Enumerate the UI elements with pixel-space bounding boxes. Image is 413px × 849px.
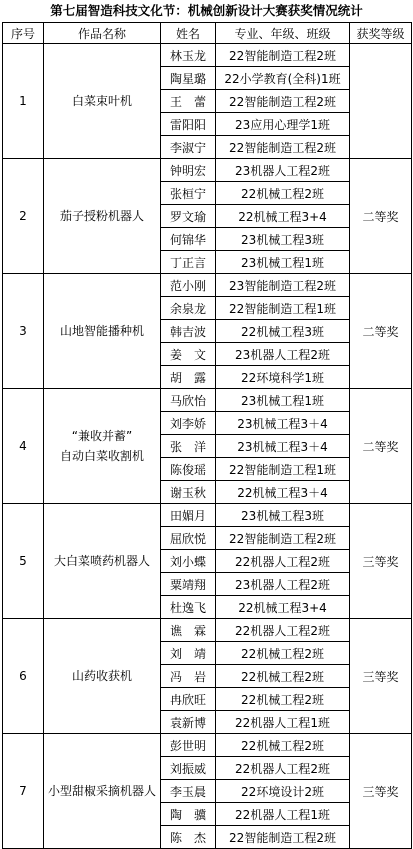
member-major: 22机械工程2班 — [216, 642, 350, 665]
member-major: 22智能制造工程2班 — [216, 527, 350, 550]
entry-number: 2 — [3, 159, 44, 274]
member-name: 李淑宁 — [161, 136, 216, 159]
member-name: 陈俊瑶 — [161, 458, 216, 481]
award-level: 二等奖 — [350, 389, 412, 504]
entry-number: 1 — [3, 44, 44, 159]
member-name: 田媚月 — [161, 504, 216, 527]
entry-number: 3 — [3, 274, 44, 389]
work-title-line: 白菜束叶机 — [71, 94, 132, 108]
member-name: 杜逸飞 — [161, 596, 216, 619]
member-name: 张 洋 — [161, 435, 216, 458]
member-major: 23机械工程1班 — [216, 389, 350, 412]
award-level: 二等奖 — [350, 274, 412, 389]
member-major: 22智能制造工程1班 — [216, 458, 350, 481]
table-row — [3, 619, 412, 642]
header-row — [3, 23, 412, 44]
member-name: 胡 露 — [161, 366, 216, 389]
member-name: 李玉晨 — [161, 780, 216, 803]
work-title-line: 自动白菜收割机 — [59, 449, 144, 463]
member-name: 张桓宁 — [161, 182, 216, 205]
work-title — [44, 159, 161, 274]
member-major: 22机械工程3+4 — [216, 205, 350, 228]
member-name: 谢玉秋 — [161, 481, 216, 504]
header-no: 序号 — [3, 23, 44, 44]
work-title — [44, 389, 161, 504]
member-major: 23机械工程1班 — [216, 251, 350, 274]
member-major: 22机器人工程1班 — [216, 803, 350, 826]
member-name: 陶 骥 — [161, 803, 216, 826]
member-name: 陈 杰 — [161, 826, 216, 849]
member-major: 22智能制造工程2班 — [216, 826, 350, 849]
entry-number: 7 — [3, 734, 44, 849]
member-name: 丁正言 — [161, 251, 216, 274]
award-level: 三等奖 — [350, 504, 412, 619]
member-name: 粟靖翔 — [161, 573, 216, 596]
member-name: 马欣怡 — [161, 389, 216, 412]
work-title — [44, 274, 161, 389]
member-major: 23机械工程3＋4 — [216, 412, 350, 435]
entry-number: 5 — [3, 504, 44, 619]
member-name: 罗文瑜 — [161, 205, 216, 228]
member-major: 23机械工程3班 — [216, 228, 350, 251]
entry-number: 4 — [3, 389, 44, 504]
header-level: 获奖等级 — [350, 23, 412, 44]
member-name: 钟明宏 — [161, 159, 216, 182]
member-name: 雷阳阳 — [161, 113, 216, 136]
member-name: 刘 靖 — [161, 642, 216, 665]
award-level: 二等奖 — [350, 159, 412, 274]
member-name: 王 蕾 — [161, 90, 216, 113]
member-name: 刘振威 — [161, 757, 216, 780]
member-name: 刘小蝶 — [161, 550, 216, 573]
member-major: 22机器人工程2班 — [216, 550, 350, 573]
member-major: 22智能制造工程1班 — [216, 297, 350, 320]
work-title — [44, 619, 161, 734]
award-table — [2, 22, 412, 849]
work-title-line: “兼收并蓄” — [71, 429, 133, 443]
award-level — [350, 44, 412, 159]
work-title-line: 茄子授粉机器人 — [59, 209, 144, 223]
table-row — [3, 504, 412, 527]
header-name: 姓名 — [161, 23, 216, 44]
member-name: 姜 文 — [161, 343, 216, 366]
member-name: 屈欣悦 — [161, 527, 216, 550]
table-row — [3, 44, 412, 67]
work-title — [44, 44, 161, 159]
member-major: 22机械工程3班 — [216, 320, 350, 343]
member-name: 余泉龙 — [161, 297, 216, 320]
work-title-line: 山地智能播种机 — [59, 324, 144, 338]
member-name: 韩吉波 — [161, 320, 216, 343]
table-row — [3, 734, 412, 757]
member-name: 袁新博 — [161, 711, 216, 734]
member-major: 23机器人工程2班 — [216, 159, 350, 182]
member-name: 冉欣旺 — [161, 688, 216, 711]
member-major: 22智能制造工程2班 — [216, 136, 350, 159]
entry-number: 6 — [3, 619, 44, 734]
member-major: 22智能制造工程2班 — [216, 44, 350, 67]
member-name: 谯 霖 — [161, 619, 216, 642]
member-major: 22机械工程3+4 — [216, 596, 350, 619]
work-title — [44, 734, 161, 849]
member-name: 冯 岩 — [161, 665, 216, 688]
table-row — [3, 159, 412, 182]
award-level: 三等奖 — [350, 734, 412, 849]
member-major: 22环境科学1班 — [216, 366, 350, 389]
member-name: 陶星璐 — [161, 67, 216, 90]
member-major: 22机器人工程2班 — [216, 619, 350, 642]
work-title — [44, 504, 161, 619]
member-name: 范小刚 — [161, 274, 216, 297]
table-row — [3, 389, 412, 412]
header-work: 作品名称 — [44, 23, 161, 44]
member-name: 刘李娇 — [161, 412, 216, 435]
work-title-line: 大白菜喷药机器人 — [53, 554, 150, 568]
member-major: 22智能制造工程2班 — [216, 90, 350, 113]
member-major: 23应用心理学1班 — [216, 113, 350, 136]
member-major: 22机械工程2班 — [216, 665, 350, 688]
member-major: 23机械工程3＋4 — [216, 435, 350, 458]
header-major: 专业、年级、班级 — [216, 23, 350, 44]
table-row — [3, 274, 412, 297]
work-title-line: 山药收获机 — [71, 669, 132, 683]
table-body — [3, 44, 412, 849]
member-major: 22机械工程2班 — [216, 734, 350, 757]
member-major: 22机器人工程2班 — [216, 757, 350, 780]
member-major: 22机器人工程1班 — [216, 711, 350, 734]
member-major: 23机械工程3班 — [216, 504, 350, 527]
member-name: 何锦华 — [161, 228, 216, 251]
member-major: 23智能制造工程2班 — [216, 274, 350, 297]
member-major: 23机器人工程2班 — [216, 343, 350, 366]
member-major: 22机械工程2班 — [216, 182, 350, 205]
member-major: 22环境设计2班 — [216, 780, 350, 803]
work-title-line: 小型甜椒采摘机器人 — [47, 784, 156, 798]
page-title: 第七届智造科技文化节：机械创新设计大赛获奖情况统计 — [50, 3, 363, 18]
member-major: 22小学教育(全科)1班 — [216, 67, 350, 90]
member-major: 23机器人工程2班 — [216, 573, 350, 596]
member-name: 林玉龙 — [161, 44, 216, 67]
member-major: 22机械工程3＋4 — [216, 481, 350, 504]
award-level: 三等奖 — [350, 619, 412, 734]
member-name: 彭世明 — [161, 734, 216, 757]
member-major: 22机械工程2班 — [216, 688, 350, 711]
